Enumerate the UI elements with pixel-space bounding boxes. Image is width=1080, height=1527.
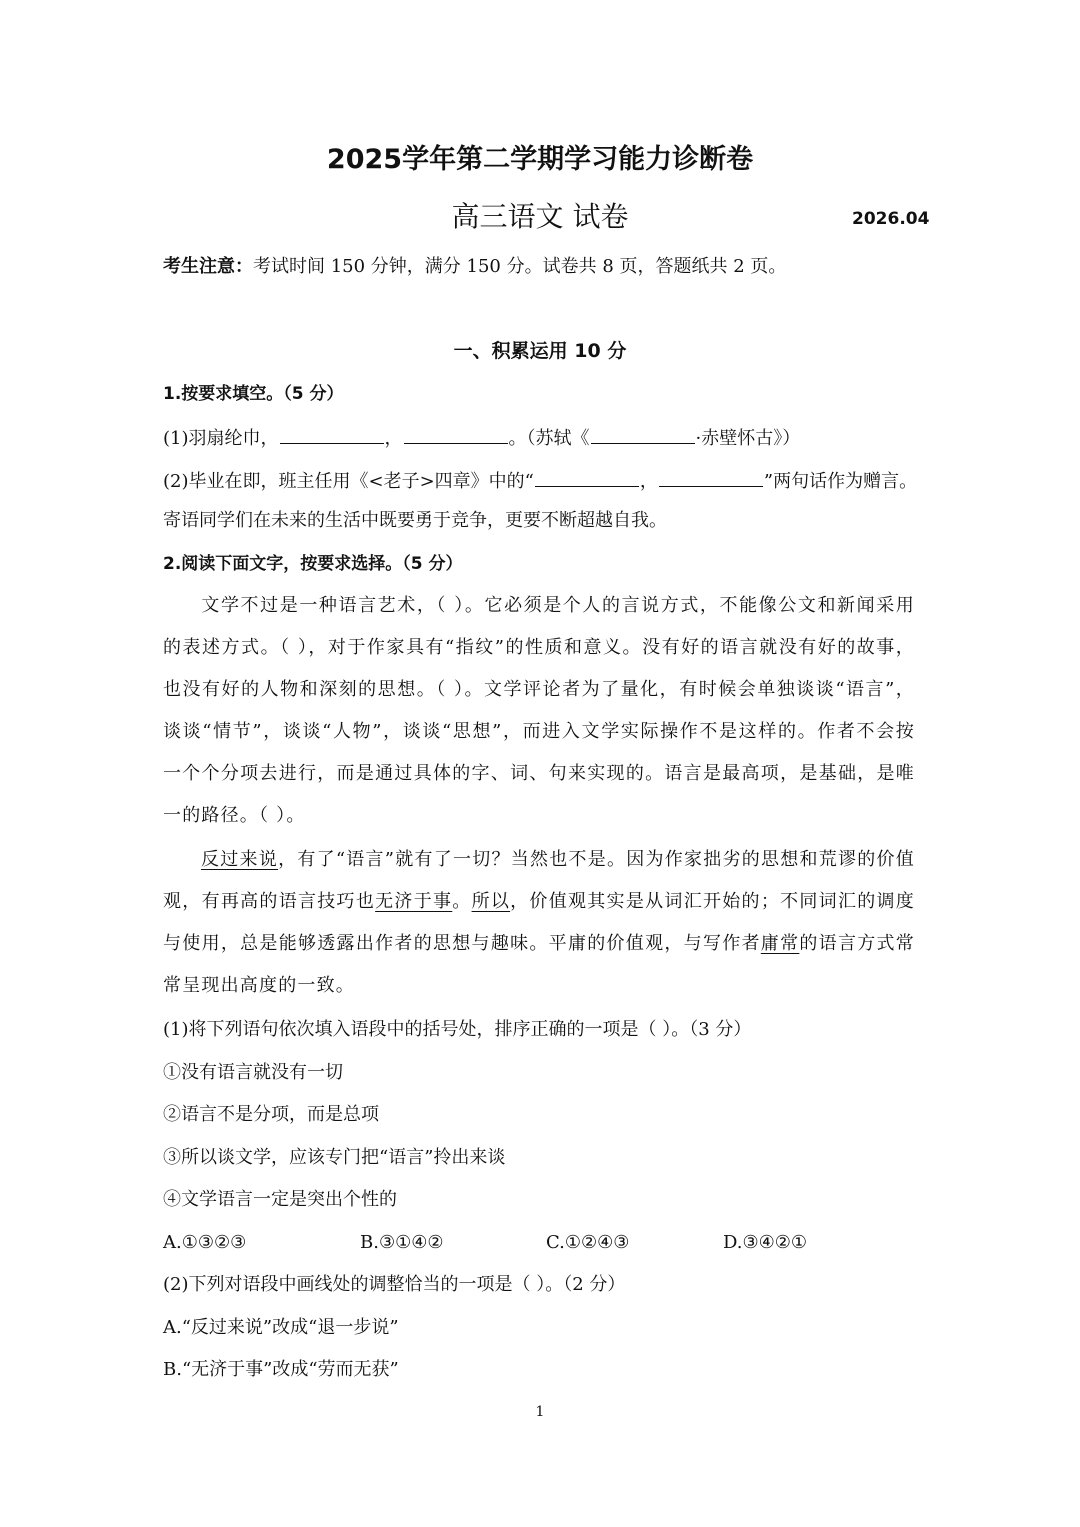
item-text: (1)羽扇纶巾， (163, 428, 279, 449)
exam-date: 2026.04 (852, 209, 930, 229)
statement-1: ①没有语言就没有一切 (163, 1062, 343, 1083)
question-1-item-2-continued: 寄语同学们在未来的生活中既要勇于竞争，更要不断超越自我。 (163, 510, 667, 531)
item-text: ， (384, 428, 403, 449)
statement-4: ④文学语言一定是突出个性的 (163, 1189, 397, 1210)
paragraph-text: 文学不过是一种语言艺术，（ ）。它必须是个人的言说方式，不能像公文和新闻采用的表述方式。（ ），对于作家具有“指纹”的性质和意义。没有好的语言就没有好的故事，也没有好的人物和深刻的思想。（ ）。文学评论者为了量化，有时候会单独谈谈“语言”，谈谈“情节”，谈谈“人物”，谈谈“思想”，而进入文学实际操作不是这样的。作者不会按一个个分项去进行，而是通过具体的字、词、句来实现的。语言是最高项，是基础，是唯一的路径。（ ）。 (163, 595, 915, 826)
item-text: (2)毕业在即，班主任用《<老子>四章》中的“ (163, 471, 534, 492)
exam-subtitle: 高三语文 试卷 (451, 200, 629, 233)
page-number: 1 (535, 1404, 545, 1420)
option-a[interactable]: A.①③②③ (163, 1232, 247, 1253)
reading-paragraph-2 (163, 839, 915, 1007)
option-b[interactable]: B.③①④② (360, 1232, 444, 1253)
choice-b[interactable]: B.“无济于事”改成“劳而无获” (163, 1359, 399, 1380)
paragraph-text: ，有了“语言”就有了一切？当然也不是。因为作家拙劣的思想和荒谬的价值观，有再高的语言技巧也 (163, 849, 915, 912)
notice-label: 考生注意： (163, 256, 253, 277)
choice-a[interactable]: A.“反过来说”改成“退一步说” (163, 1317, 399, 1338)
sub-question-2: (2)下列对语段中画线处的调整恰当的一项是（ ）。（2 分） (163, 1274, 626, 1295)
question-1-title: 1.按要求填空。（5 分） (163, 384, 344, 404)
paragraph-text: ，价值观其实是从词汇开始的；不同词汇的调度与使用，总是能够透露出作者的思想与趣味。平庸的价值观，与写作者 (163, 891, 916, 954)
reading-paragraph-1 (163, 585, 915, 837)
underlined-phrase: 反过来说 (201, 849, 279, 870)
fill-blank[interactable] (280, 423, 384, 444)
underlined-phrase: 无济于事 (375, 891, 453, 912)
item-text: 。（苏轼《 (508, 428, 590, 449)
question-2-title: 2.阅读下面文字，按要求选择。（5 分） (163, 554, 463, 574)
fill-blank[interactable] (591, 423, 695, 444)
section-heading: 一、积累运用 10 分 (453, 340, 627, 362)
fill-blank[interactable] (535, 466, 639, 487)
exam-notice (163, 254, 786, 280)
option-d[interactable]: D.③④②① (723, 1232, 808, 1253)
item-text: ”两句话作为赠言。 (763, 471, 918, 492)
exam-title: 2025学年第二学期学习能力诊断卷 (326, 144, 754, 175)
fill-blank[interactable] (659, 466, 763, 487)
question-1-item-2 (163, 466, 917, 495)
paragraph-text: 。 (452, 891, 472, 912)
item-text: ， (639, 471, 658, 492)
statement-3: ③所以谈文学，应该专门把“语言”拎出来谈 (163, 1147, 506, 1168)
paragraph-text: 的语言方式常常呈现出高度的一致。 (163, 933, 915, 996)
item-text: ·赤壁怀古》） (695, 428, 801, 449)
question-1-item-1 (163, 423, 800, 452)
sub-question-1: (1)将下列语句依次填入语段中的括号处，排序正确的一项是（ ）。（3 分） (163, 1019, 752, 1040)
option-c[interactable]: C.①②④③ (546, 1232, 630, 1253)
notice-text: 考试时间 150 分钟，满分 150 分。试卷共 8 页，答题纸共 2 页。 (253, 256, 787, 277)
fill-blank[interactable] (404, 423, 508, 444)
statement-2: ②语言不是分项，而是总项 (163, 1104, 379, 1125)
underlined-phrase: 所以 (471, 891, 511, 912)
underlined-phrase: 庸常 (760, 933, 800, 954)
